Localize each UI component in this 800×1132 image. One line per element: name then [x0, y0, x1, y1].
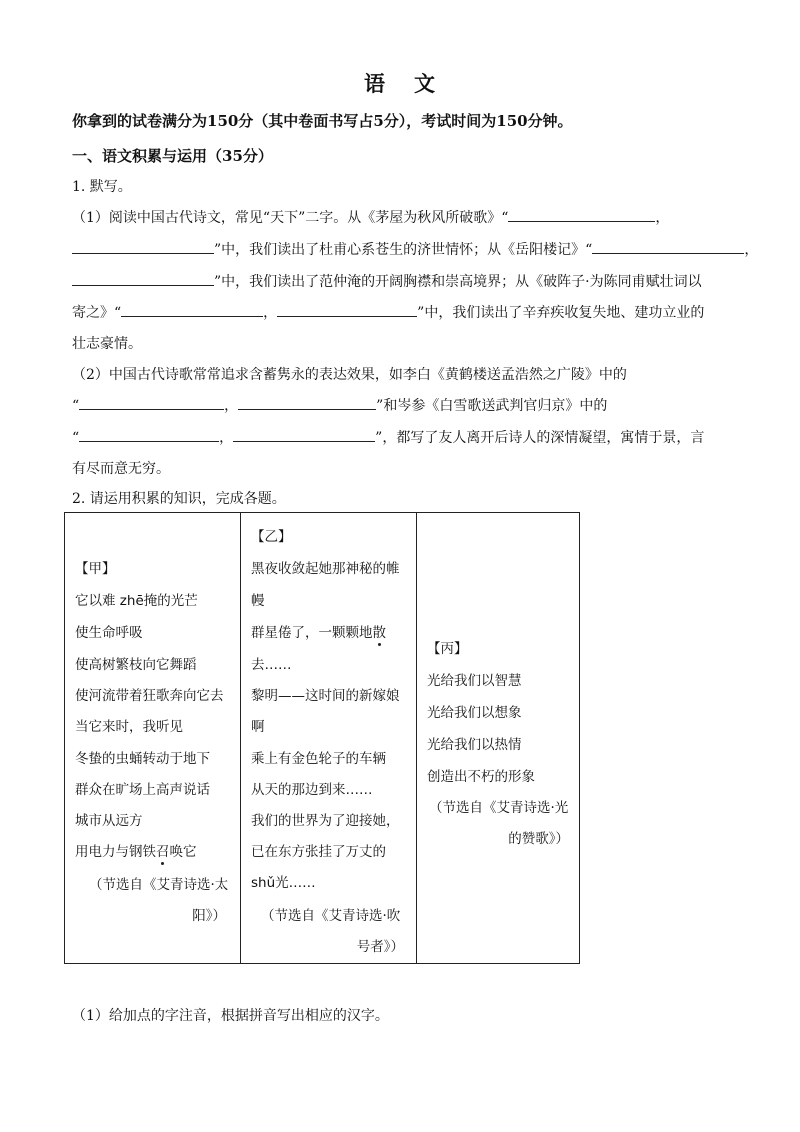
text: 群星倦了，一颗颗地	[251, 625, 373, 641]
poem-yi-line: 啊	[251, 719, 265, 735]
q1-p2-line2	[72, 395, 607, 415]
poem-jia-line	[75, 840, 197, 860]
text: 寄之》“	[72, 305, 122, 321]
poem-jia-line: 冬蛰的虫蛹转动于地下	[75, 751, 210, 767]
poem-yi-heading: 【乙】	[251, 529, 292, 545]
answer-blank[interactable]	[233, 427, 375, 442]
answer-blank[interactable]	[79, 427, 219, 442]
q1-p2-line4: 有尽而意无穷。	[72, 461, 170, 477]
poem-yi-line: 乘上有金色轮子的车辆	[251, 751, 386, 767]
q1-p1-line4	[72, 302, 704, 322]
poem-bing-line: 光给我们以热情	[427, 737, 522, 753]
poem-jia-line: 使高树繁枝向它舞蹈	[75, 657, 197, 673]
text: 唤它	[169, 844, 197, 860]
text: 它以难	[75, 593, 120, 609]
text: ”，都写了友人离开后诗人的深情凝望，寓情于景，言	[375, 430, 705, 446]
q1-p2-line3	[72, 427, 704, 447]
text: 用电力与钢铁	[75, 844, 156, 860]
text: ”和岑参《白雪歌送武判官归京》中的	[376, 398, 608, 414]
answer-blank[interactable]	[592, 239, 744, 254]
poem-jia-line: 使生命呼吸	[75, 625, 143, 641]
question-1-label: 1. 默写。	[72, 179, 132, 195]
poem-yi-line	[251, 621, 386, 641]
q1-p1-line1	[72, 207, 669, 227]
title-char-2: 文	[414, 71, 436, 96]
poem-yi-line	[251, 871, 316, 891]
poem-yi-line: 从天的那边到来……	[251, 782, 373, 798]
question-2-1-label: （1）给加点的字注音，根据拼音写出相应的汉字。	[72, 1008, 389, 1024]
exam-notice: 你拿到的试卷满分为150分（其中卷面书写占5分），考试时间为150分钟。	[72, 112, 573, 130]
text: “	[72, 430, 80, 446]
poem-bing-line: 光给我们以智慧	[427, 673, 522, 689]
section-heading: 一、语文积累与运用（35分）	[72, 147, 273, 165]
poem-jia-line: 群众在旷场上高声说话	[75, 782, 210, 798]
text: ，	[219, 430, 234, 446]
poem-table	[64, 512, 580, 964]
q1-p1-line2	[72, 239, 758, 259]
text: 掩的光芒	[143, 593, 198, 609]
pinyin: zhē	[119, 593, 144, 609]
dotted-char: 召	[156, 844, 170, 860]
q1-p2-line1: （2）中国古代诗歌常常追求含蓄隽永的表达效果，如李白《黄鹤楼送孟浩然之广陵》中的	[72, 367, 627, 383]
text: “	[72, 398, 80, 414]
poem-yi-line: 去……	[251, 657, 292, 673]
answer-blank[interactable]	[121, 302, 263, 317]
page-title	[0, 68, 800, 98]
poem-bing-line: 光给我们以想象	[427, 705, 522, 721]
poem-yi-line: 已在东方张挂了万丈的	[251, 844, 386, 860]
q1-p1-line3	[72, 271, 702, 291]
text: ”中，我们读出了辛弃疾收复失地、建功立业的	[417, 305, 705, 321]
poem-jia-line: 城市从远方	[75, 813, 143, 829]
text: ，	[744, 242, 759, 258]
poem-bing-source: 的赞歌》）	[508, 831, 569, 847]
poem-bing-source: （节选自《艾青诗选·光	[429, 800, 569, 816]
text: ，	[655, 210, 670, 226]
q1-p1-line5: 壮志豪情。	[72, 336, 142, 352]
answer-blank[interactable]	[277, 302, 417, 317]
poem-jia-line	[75, 589, 198, 609]
poem-jia-heading: 【甲】	[75, 561, 116, 577]
poem-bing-heading: 【丙】	[427, 641, 468, 657]
text: ，	[224, 398, 239, 414]
dotted-char: 散	[372, 625, 386, 641]
answer-blank[interactable]	[238, 395, 376, 410]
poem-jia-source: （节选自《艾青诗选·太	[89, 877, 229, 893]
poem-bing-column	[417, 513, 579, 963]
text: ”中，我们读出了范仲淹的开阔胸襟和崇高境界；从《破阵子·为陈同甫赋壮词以	[214, 274, 702, 290]
poem-yi-line: 我们的世界为了迎接她，	[251, 813, 400, 829]
text: （1）阅读中国古代诗文，常见“天下”二字。从《茅屋为秋风所破歌》“	[72, 210, 509, 226]
poem-yi-source: （节选自《艾青诗选·吹	[261, 908, 401, 924]
text: ，	[263, 305, 278, 321]
poem-jia-line: 使河流带着狂歌奔向它去	[75, 688, 224, 704]
poem-jia-line: 当它来时，我听见	[75, 719, 183, 735]
poem-jia-source: 阳》）	[192, 908, 226, 924]
poem-yi-line: 黑夜收敛起她那神秘的帷	[251, 561, 400, 577]
answer-blank[interactable]	[72, 239, 214, 254]
text: ”中，我们读出了杜甫心系苍生的济世情怀；从《岳阳楼记》“	[214, 242, 593, 258]
answer-blank[interactable]	[508, 207, 655, 222]
answer-blank[interactable]	[72, 271, 214, 286]
answer-blank[interactable]	[79, 395, 224, 410]
text: 光……	[275, 875, 316, 891]
poem-yi-column	[241, 513, 417, 963]
title-char-1: 语	[364, 71, 386, 96]
poem-jia-column	[65, 513, 241, 963]
question-2-label: 2. 请运用积累的知识，完成各题。	[72, 491, 286, 507]
pinyin: shǔ	[251, 875, 276, 891]
poem-yi-line: 黎明——这时间的新嫁娘	[251, 688, 400, 704]
poem-yi-source: 号者》）	[356, 939, 404, 955]
poem-yi-line: 幔	[251, 593, 265, 609]
poem-bing-line: 创造出不朽的形象	[427, 769, 535, 785]
